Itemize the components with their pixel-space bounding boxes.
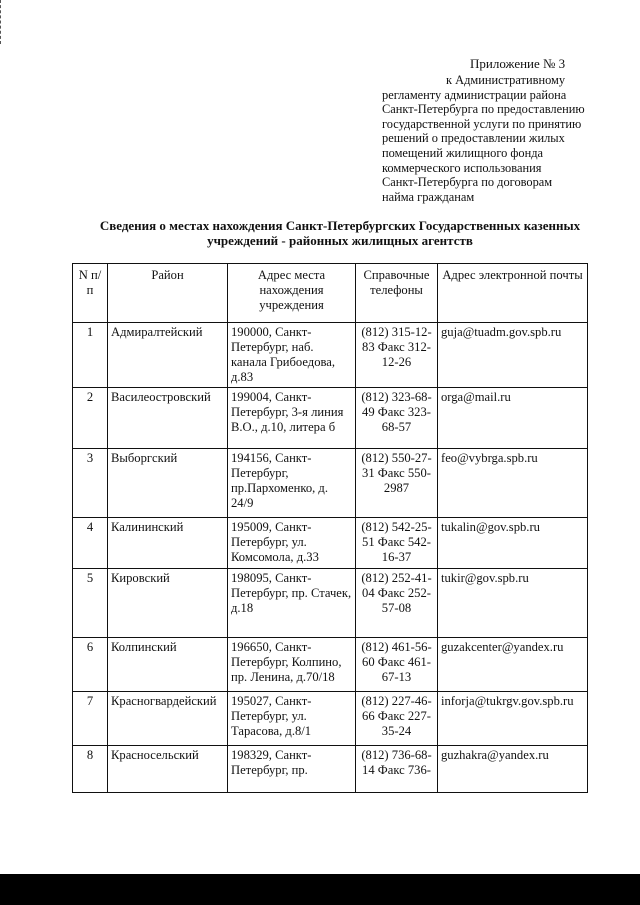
cell-address: 190000, Санкт-Петербург, наб. канала Грибоедова, д.83: [228, 323, 356, 388]
appendix-line: регламенту администрации района: [382, 87, 567, 102]
cell-num: 1: [73, 323, 108, 388]
header-phones: Справочные телефоны: [356, 264, 438, 323]
scan-edge-marks: [0, 0, 4, 44]
cell-email: guja@tuadm.gov.spb.ru: [438, 323, 588, 388]
cell-district: Кировский: [108, 569, 228, 638]
appendix-line: найма гражданам: [382, 189, 475, 204]
cell-email: feo@vybrga.spb.ru: [438, 449, 588, 518]
header-email: Адрес электронной почты: [438, 264, 588, 323]
appendix-line: Санкт-Петербурга по предоставлению: [382, 102, 585, 117]
heading-line-2: учреждений - районных жилищных агентств: [207, 233, 473, 248]
table-row: [73, 746, 588, 793]
cell-email: guzakcenter@yandex.ru: [438, 638, 588, 692]
cell-num: 5: [73, 569, 108, 638]
cell-district: Красносельский: [108, 746, 228, 793]
table-row: [73, 518, 588, 569]
table-row: [73, 449, 588, 518]
cell-address: 195027, Санкт-Петербург, ул. Тарасова, д.8/1: [228, 692, 356, 746]
cell-email: orga@mail.ru: [438, 388, 588, 449]
heading-line-1: Сведения о местах нахождения Санкт-Петербургских Государственных казенных: [99, 218, 581, 233]
cell-email: inforja@tukrgv.gov.spb.ru: [438, 692, 588, 746]
table-row: [73, 388, 588, 449]
cell-num: 6: [73, 638, 108, 692]
cell-district: Красногвардейский: [108, 692, 228, 746]
cell-email: tukir@gov.spb.ru: [438, 569, 588, 638]
cell-email: tukalin@gov.spb.ru: [438, 518, 588, 569]
cell-district: Адмиралтейский: [108, 323, 228, 388]
appendix-line: к Административному: [446, 73, 566, 87]
appendix-line: Санкт-Петербурга по договорам: [382, 175, 553, 190]
appendix-title: Приложение № 3: [470, 56, 566, 71]
cell-num: 4: [73, 518, 108, 569]
cell-address: 198095, Санкт-Петербург, пр. Стачек, д.18: [228, 569, 356, 638]
cell-district: Колпинский: [108, 638, 228, 692]
cell-phones: (812) 227-46-66 Факс 227-35-24: [356, 692, 438, 746]
cell-phones: (812) 461-56-60 Факс 461-67-13: [356, 638, 438, 692]
cell-num: 2: [73, 388, 108, 449]
cell-district: Выборгский: [108, 449, 228, 518]
scan-bottom-edge: [0, 874, 640, 905]
header-num: N п/п: [73, 264, 108, 323]
cell-email: guzhakra@yandex.ru: [438, 746, 588, 793]
cell-num: 7: [73, 692, 108, 746]
appendix-line: коммерческого использования: [382, 160, 542, 175]
appendix-subtitle: [382, 73, 596, 204]
cell-address: 196650, Санкт-Петербург, Колпино, пр. Ленина, д.70/18: [228, 638, 356, 692]
agencies-table: [72, 263, 588, 793]
appendix-line: решений о предоставлении жилых: [382, 131, 565, 146]
cell-phones: (812) 736-68-14 Факс 736-: [356, 746, 438, 793]
appendix-line: помещений жилищного фонда: [382, 145, 544, 160]
cell-phones: (812) 252-41-04 Факс 252-57-08: [356, 569, 438, 638]
cell-num: 3: [73, 449, 108, 518]
document-heading: [90, 218, 590, 248]
appendix-line: государственной услуги по принятию: [382, 116, 582, 131]
cell-num: 8: [73, 746, 108, 793]
table-header-row: [73, 264, 588, 323]
cell-district: Калининский: [108, 518, 228, 569]
header-district: Район: [108, 264, 228, 323]
table-row: [73, 692, 588, 746]
table-row: [73, 569, 588, 638]
header-address: Адрес места нахождения учреждения: [228, 264, 356, 323]
cell-address: 194156, Санкт-Петербург, пр.Пархоменко, д. 24/9: [228, 449, 356, 518]
cell-phones: (812) 315-12-83 Факс 312-12-26: [356, 323, 438, 388]
cell-phones: (812) 542-25-51 Факс 542-16-37: [356, 518, 438, 569]
cell-address: 195009, Санкт-Петербург, ул. Комсомола, д.33: [228, 518, 356, 569]
cell-address: 198329, Санкт-Петербург, пр.: [228, 746, 356, 793]
cell-phones: (812) 323-68-49 Факс 323-68-57: [356, 388, 438, 449]
cell-phones: (812) 550-27-31 Факс 550-2987: [356, 449, 438, 518]
cell-address: 199004, Санкт-Петербург, 3-я линия В.О., д.10, литера б: [228, 388, 356, 449]
table-row: [73, 323, 588, 388]
cell-district: Василеостровский: [108, 388, 228, 449]
table-row: [73, 638, 588, 692]
